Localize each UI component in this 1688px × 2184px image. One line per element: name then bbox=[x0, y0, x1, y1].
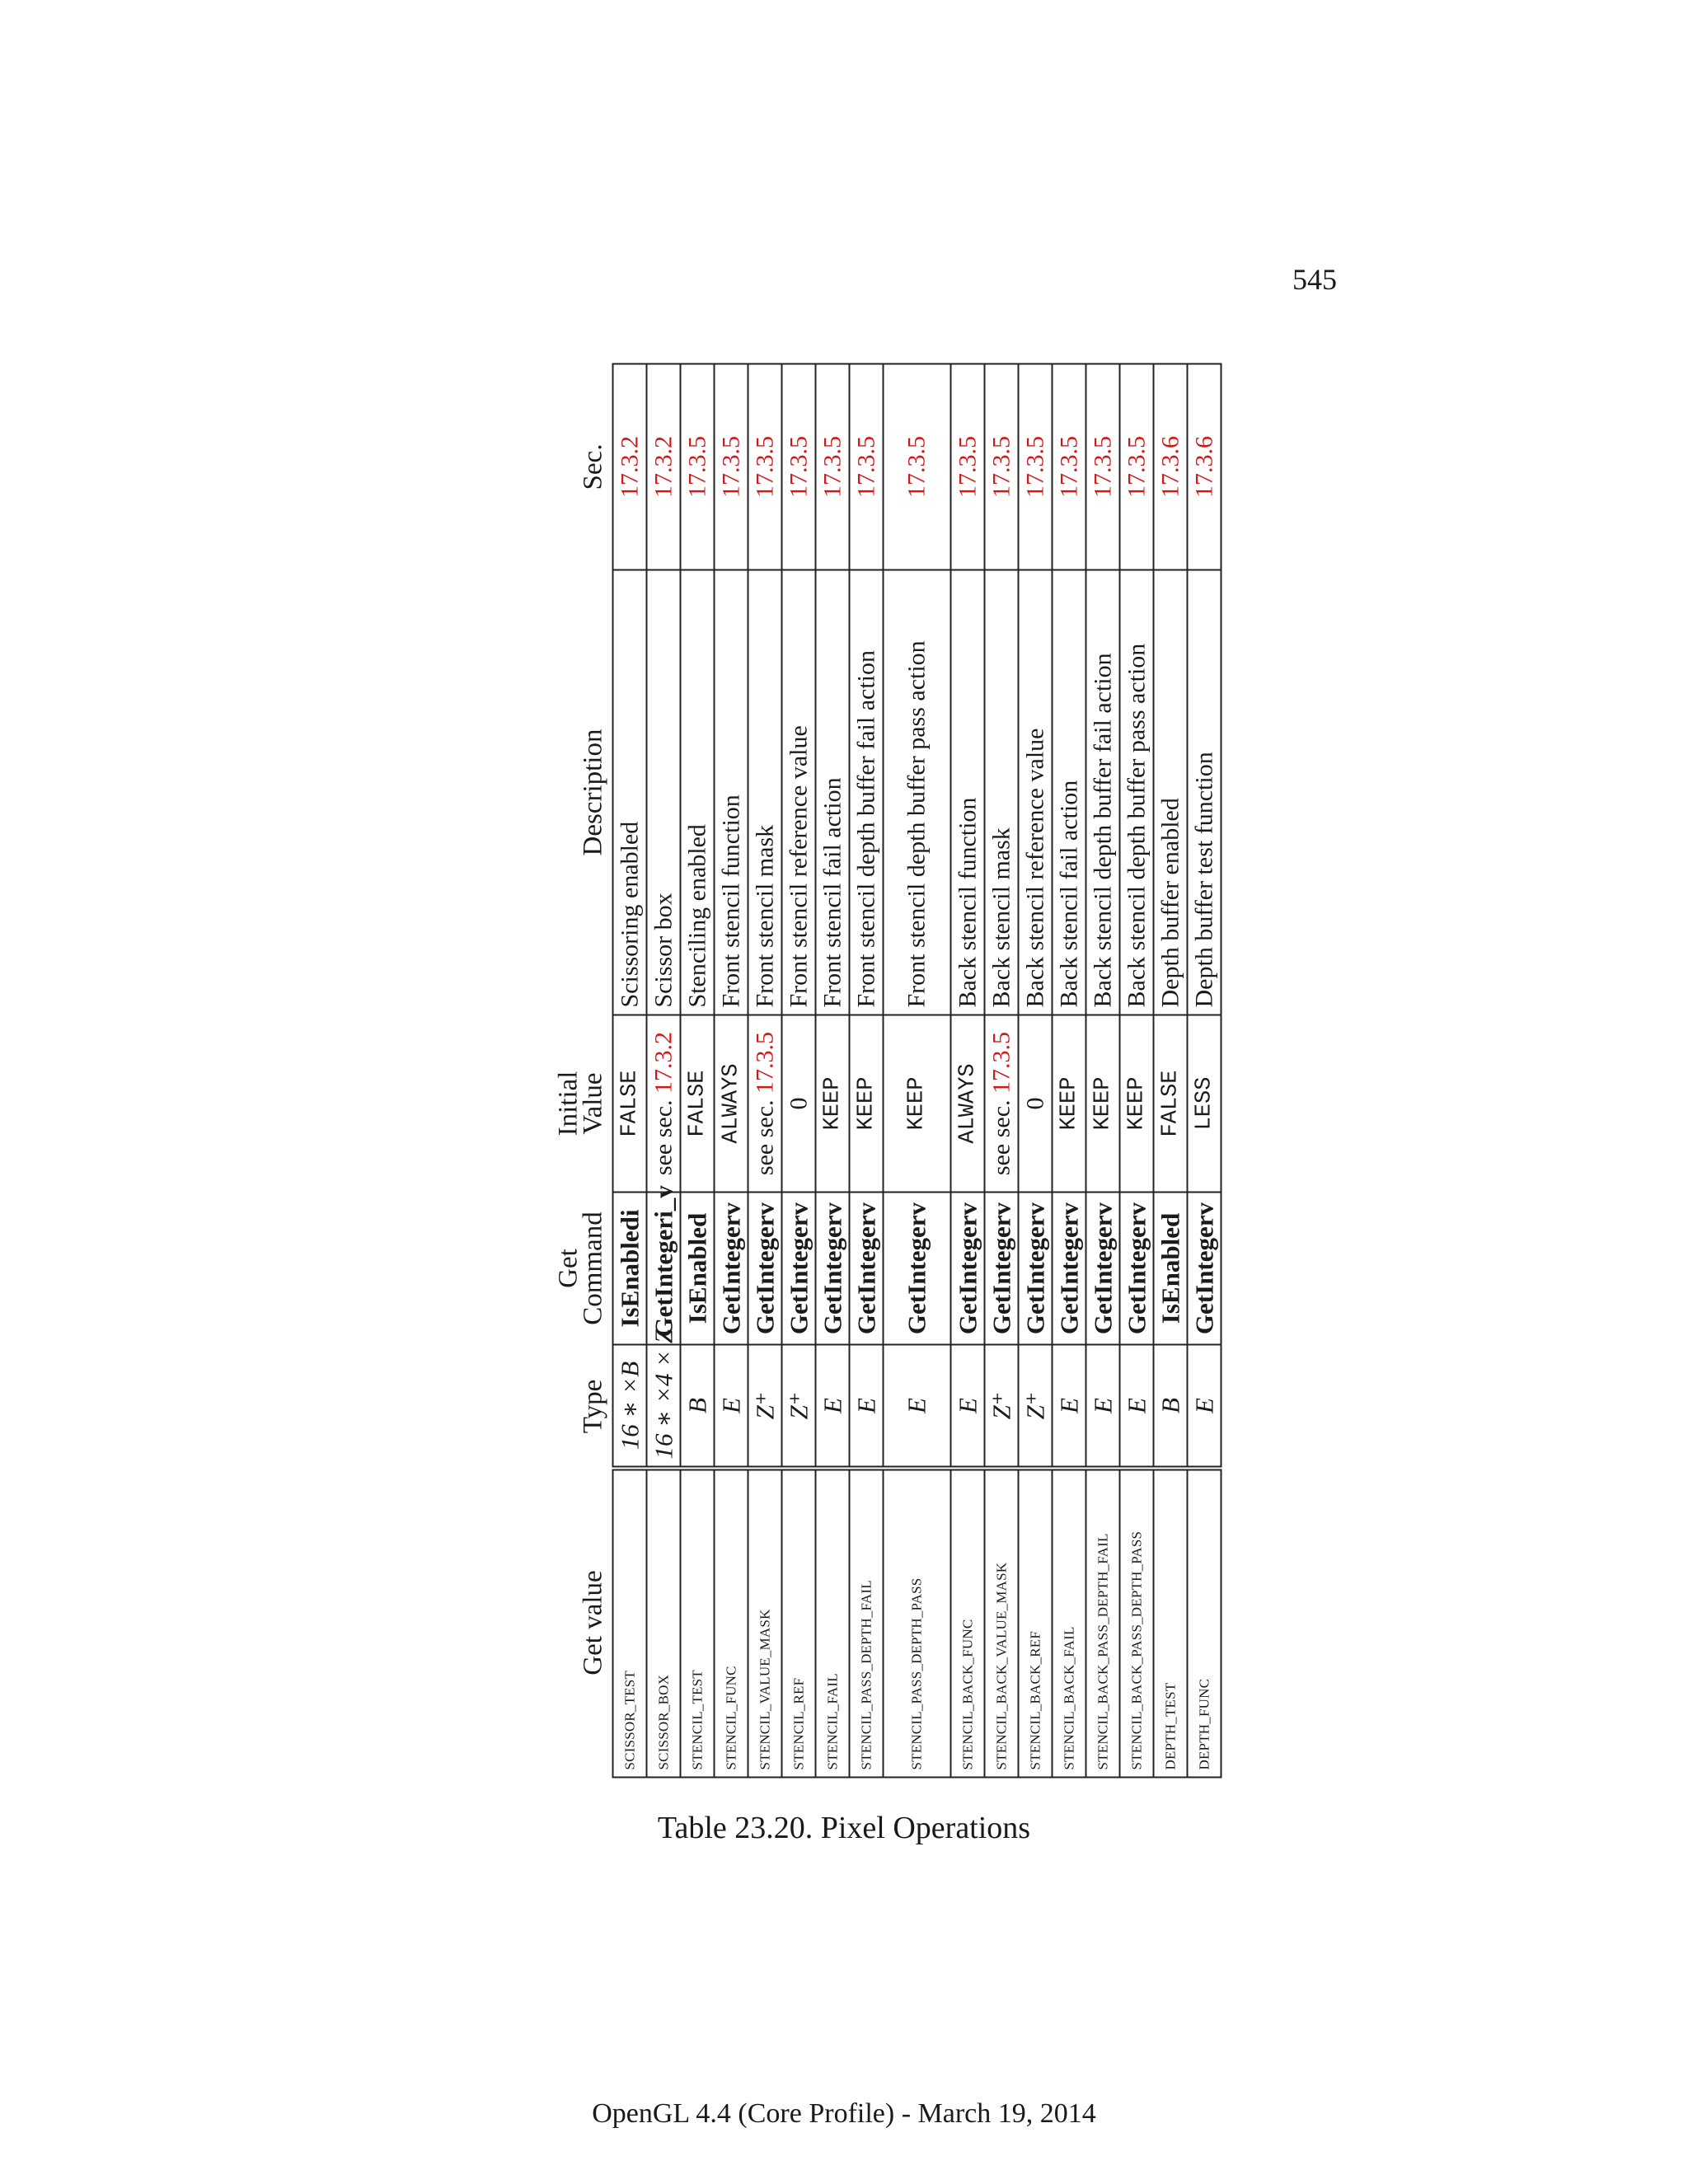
initial-value-cell bbox=[646, 1015, 680, 1192]
description-cell: Scissoring enabled bbox=[612, 569, 646, 1015]
type-cell: E bbox=[1119, 1344, 1153, 1468]
initial-value-cell: KEEP bbox=[1052, 1015, 1085, 1192]
get-command-cell: IsEnabled bbox=[680, 1192, 714, 1344]
get-value-cell: STENCIL_BACK_PASS_DEPTH_PASS bbox=[1119, 1468, 1153, 1777]
description-cell: Back stencil depth buffer fail action bbox=[1085, 569, 1119, 1015]
section-link[interactable]: 17.3.5 bbox=[748, 363, 781, 569]
initial-value-cell: KEEP bbox=[815, 1015, 849, 1192]
table-row bbox=[950, 363, 984, 1777]
initial-value-cell: KEEP bbox=[1119, 1015, 1153, 1192]
type-cell: E bbox=[1187, 1344, 1221, 1468]
section-link[interactable]: 17.3.5 bbox=[1052, 363, 1085, 569]
get-value-cell: STENCIL_PASS_DEPTH_PASS bbox=[883, 1468, 950, 1777]
header-initial-value: Initial Value bbox=[553, 1071, 607, 1136]
type-cell: 16 ∗ ×4 × Z bbox=[646, 1344, 680, 1468]
section-link[interactable]: 17.3.6 bbox=[1187, 363, 1221, 569]
description-cell: Front stencil function bbox=[714, 569, 748, 1015]
get-command-cell: GetIntegerv bbox=[1119, 1192, 1153, 1344]
page-footer: OpenGL 4.4 (Core Profile) - March 19, 2014 bbox=[592, 2098, 1096, 2129]
get-command-cell: GetIntegerv bbox=[714, 1192, 748, 1344]
section-link[interactable]: 17.3.5 bbox=[781, 363, 815, 569]
type-cell: Z⁺ bbox=[748, 1344, 781, 1468]
get-command-cell: GetIntegerv bbox=[1018, 1192, 1052, 1344]
table-row bbox=[646, 363, 680, 1777]
description-cell: Back stencil function bbox=[950, 569, 984, 1015]
section-reference-link[interactable]: 17.3.5 bbox=[750, 1031, 778, 1094]
section-link[interactable]: 17.3.5 bbox=[984, 363, 1018, 569]
initial-value-cell: LESS bbox=[1187, 1015, 1221, 1192]
get-command-cell: GetIntegerv bbox=[984, 1192, 1018, 1344]
initial-value-prefix: see sec. bbox=[987, 1093, 1015, 1175]
table-header-row bbox=[554, 363, 612, 1777]
get-value-cell: STENCIL_TEST bbox=[680, 1468, 714, 1777]
table-row bbox=[781, 363, 815, 1777]
initial-value-prefix: see sec. bbox=[649, 1093, 677, 1175]
page-number: 545 bbox=[1292, 263, 1337, 296]
table-row bbox=[815, 363, 849, 1777]
get-command-cell: GetIntegerv bbox=[1052, 1192, 1085, 1344]
rotated-table-container bbox=[553, 364, 1218, 1778]
table-row bbox=[1085, 363, 1119, 1777]
type-cell: E bbox=[1085, 1344, 1119, 1468]
initial-value-cell: KEEP bbox=[883, 1015, 950, 1192]
initial-value-prefix: see sec. bbox=[750, 1093, 778, 1175]
get-value-cell: STENCIL_REF bbox=[781, 1468, 815, 1777]
initial-value-cell: FALSE bbox=[1153, 1015, 1187, 1192]
description-cell: Front stencil depth buffer fail action bbox=[849, 569, 883, 1015]
type-cell: E bbox=[849, 1344, 883, 1468]
description-cell: Back stencil mask bbox=[984, 569, 1018, 1015]
get-value-cell: SCISSOR_BOX bbox=[646, 1468, 680, 1777]
get-value-cell: SCISSOR_TEST bbox=[612, 1468, 646, 1777]
description-cell: Back stencil reference value bbox=[1018, 569, 1052, 1015]
description-cell: Depth buffer test function bbox=[1187, 569, 1221, 1015]
table-row bbox=[1153, 363, 1187, 1777]
section-reference-link[interactable]: 17.3.2 bbox=[649, 1031, 677, 1094]
table-row bbox=[1018, 363, 1052, 1777]
initial-value-cell: KEEP bbox=[1085, 1015, 1119, 1192]
table-row bbox=[1052, 363, 1085, 1777]
initial-value-cell: ALWAYS bbox=[950, 1015, 984, 1192]
description-cell: Back stencil fail action bbox=[1052, 569, 1085, 1015]
get-value-cell: DEPTH_TEST bbox=[1153, 1468, 1187, 1777]
table-row bbox=[883, 363, 950, 1777]
initial-value-cell: FALSE bbox=[612, 1015, 646, 1192]
pixel-operations-table bbox=[554, 363, 1221, 1778]
table-row bbox=[984, 363, 1018, 1777]
type-cell: 16 ∗ ×B bbox=[612, 1344, 646, 1468]
header-sec: Sec. bbox=[578, 443, 607, 490]
table-row bbox=[714, 363, 748, 1777]
type-cell: Z⁺ bbox=[984, 1344, 1018, 1468]
header-get-command: Get Command bbox=[553, 1211, 607, 1325]
header-description: Description bbox=[578, 729, 607, 855]
section-link[interactable]: 17.3.5 bbox=[815, 363, 849, 569]
get-command-cell: GetIntegeri_v bbox=[646, 1192, 680, 1344]
section-link[interactable]: 17.3.6 bbox=[1153, 363, 1187, 569]
initial-value-cell: FALSE bbox=[680, 1015, 714, 1192]
description-cell: Front stencil fail action bbox=[815, 569, 849, 1015]
get-value-cell: STENCIL_PASS_DEPTH_FAIL bbox=[849, 1468, 883, 1777]
description-cell: Front stencil mask bbox=[748, 569, 781, 1015]
get-command-cell: GetIntegerv bbox=[883, 1192, 950, 1344]
table-row bbox=[1187, 363, 1221, 1777]
description-cell: Scissor box bbox=[646, 569, 680, 1015]
get-command-cell: IsEnabled bbox=[1153, 1192, 1187, 1344]
type-cell: E bbox=[883, 1344, 950, 1468]
section-link[interactable]: 17.3.2 bbox=[612, 363, 646, 569]
initial-value-cell: ALWAYS bbox=[714, 1015, 748, 1192]
table-row bbox=[849, 363, 883, 1777]
get-value-cell: STENCIL_BACK_FUNC bbox=[950, 1468, 984, 1777]
table-row bbox=[748, 363, 781, 1777]
table-body bbox=[612, 363, 1221, 1777]
section-link[interactable]: 17.3.2 bbox=[646, 363, 680, 569]
get-value-cell: STENCIL_FUNC bbox=[714, 1468, 748, 1777]
table-row bbox=[1119, 363, 1153, 1777]
section-reference-link[interactable]: 17.3.5 bbox=[987, 1031, 1015, 1094]
initial-value-cell: 0 bbox=[1018, 1015, 1052, 1192]
description-cell: Back stencil depth buffer pass action bbox=[1119, 569, 1153, 1015]
section-link[interactable]: 17.3.5 bbox=[950, 363, 984, 569]
type-cell: Z⁺ bbox=[1018, 1344, 1052, 1468]
get-value-cell: DEPTH_FUNC bbox=[1187, 1468, 1221, 1777]
initial-value-cell: 0 bbox=[781, 1015, 815, 1192]
get-command-cell: GetIntegerv bbox=[748, 1192, 781, 1344]
type-cell: E bbox=[714, 1344, 748, 1468]
table-row bbox=[612, 363, 646, 1777]
type-cell: Z⁺ bbox=[781, 1344, 815, 1468]
get-command-cell: GetIntegerv bbox=[950, 1192, 984, 1344]
get-value-cell: STENCIL_BACK_VALUE_MASK bbox=[984, 1468, 1018, 1777]
section-link[interactable]: 17.3.5 bbox=[849, 363, 883, 569]
get-command-cell: GetIntegerv bbox=[1187, 1192, 1221, 1344]
get-command-cell: IsEnabledi bbox=[612, 1192, 646, 1344]
get-value-cell: STENCIL_FAIL bbox=[815, 1468, 849, 1777]
type-cell: B bbox=[680, 1344, 714, 1468]
description-cell: Front stencil reference value bbox=[781, 569, 815, 1015]
get-value-cell: STENCIL_BACK_PASS_DEPTH_FAIL bbox=[1085, 1468, 1119, 1777]
type-cell: E bbox=[1052, 1344, 1085, 1468]
initial-value-cell bbox=[748, 1015, 781, 1192]
section-link[interactable]: 17.3.5 bbox=[1119, 363, 1153, 569]
get-command-cell: GetIntegerv bbox=[815, 1192, 849, 1344]
section-link[interactable]: 17.3.5 bbox=[714, 363, 748, 569]
header-get-value: Get value bbox=[578, 1569, 607, 1675]
get-value-cell: STENCIL_VALUE_MASK bbox=[748, 1468, 781, 1777]
section-link[interactable]: 17.3.5 bbox=[1085, 363, 1119, 569]
table-caption: Table 23.20. Pixel Operations bbox=[657, 1811, 1031, 1845]
table-row bbox=[680, 363, 714, 1777]
get-command-cell: GetIntegerv bbox=[849, 1192, 883, 1344]
description-cell: Stenciling enabled bbox=[680, 569, 714, 1015]
get-command-cell: GetIntegerv bbox=[1085, 1192, 1119, 1344]
initial-value-cell bbox=[984, 1015, 1018, 1192]
initial-value-cell: KEEP bbox=[849, 1015, 883, 1192]
section-link[interactable]: 17.3.5 bbox=[883, 363, 950, 569]
description-cell: Depth buffer enabled bbox=[1153, 569, 1187, 1015]
section-link[interactable]: 17.3.5 bbox=[680, 363, 714, 569]
type-cell: B bbox=[1153, 1344, 1187, 1468]
get-value-cell: STENCIL_BACK_FAIL bbox=[1052, 1468, 1085, 1777]
type-cell: E bbox=[950, 1344, 984, 1468]
section-link[interactable]: 17.3.5 bbox=[1018, 363, 1052, 569]
get-value-cell: STENCIL_BACK_REF bbox=[1018, 1468, 1052, 1777]
get-command-cell: GetIntegerv bbox=[781, 1192, 815, 1344]
description-cell: Front stencil depth buffer pass action bbox=[883, 569, 950, 1015]
type-cell: E bbox=[815, 1344, 849, 1468]
header-type: Type bbox=[578, 1379, 607, 1433]
